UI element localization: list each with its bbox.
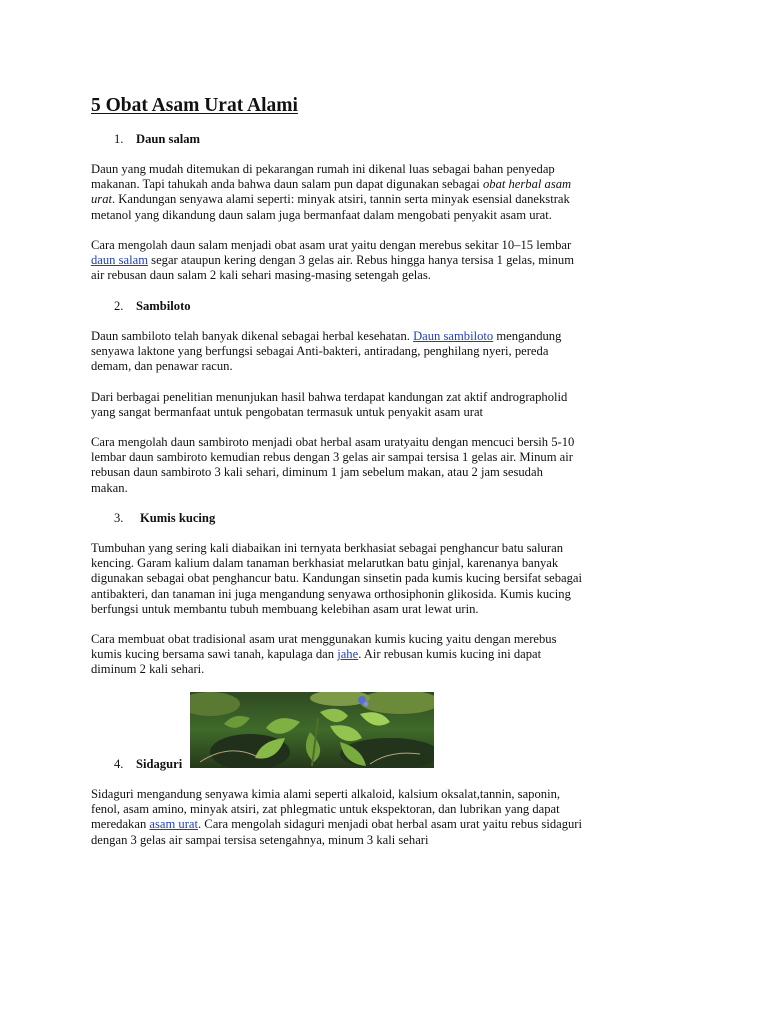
- paragraph: Cara membuat obat tradisional asam urat menggunakan kumis kucing yaitu dengan merebus kumis kucing bersama sawi tanah, kapulaga dan jahe. Air rebusan kumis kucing ini dapat diminum 2 kali sehari.: [91, 632, 557, 677]
- paragraph: Tumbuhan yang sering kali diabaikan ini ternyata berkhasiat sebagai penghancur batu saluran kencing. Garam kalium dalam tanaman berkhasiat melarutkan batu ginjal, karenanya banyak digunakan sebagai obat penghancur batu. Kandungan sinsetin pada kumis kucing bersifat sebagai antibakteri, dan tanaman ini juga mengandung senyawa orthosiphonin glikosida. Kumis kucing berfungsi untuk membantu tubuh membuang kelebihan asam urat lewat urin.: [91, 541, 583, 616]
- plant-photo: [190, 692, 434, 768]
- link-daun-salam[interactable]: daun salam: [91, 253, 149, 268]
- link-daun-sambiloto[interactable]: Daun sambiloto: [413, 329, 494, 343]
- list-item-heading: [114, 132, 200, 147]
- link-jahe[interactable]: jahe: [337, 647, 359, 662]
- list-item-title: Kumis kucing: [140, 511, 216, 525]
- list-item-number: 1.: [114, 132, 124, 146]
- paragraph: Cara mengolah daun salam menjadi obat asam urat yaitu dengan merebus sekitar 10–15 lembar daun salam segar ataupun kering dengan 3 gelas air. Rebus hingga hanya tersisa 1 gelas, minum air rebusan daun salam 2 kali sehari masing-masing setengah gelas.: [91, 238, 574, 283]
- list-item-heading: [114, 511, 215, 526]
- document-title: 5 Obat Asam Urat Alami: [91, 95, 298, 116]
- paragraph: Cara mengolah daun sambiroto menjadi obat herbal asam uratyaitu dengan mencuci bersih 5-10 lembar daun sambiroto kemudian rebus dengan 3 gelas air sampai tersisa 1 gelas air. Minum air rebusan daun sambiroto 3 kali sehari, diminum 1 jam sebelum makan, atau 2 jam sesudah makan.: [91, 435, 575, 495]
- list-item-heading: [114, 299, 191, 314]
- paragraph: Daun yang mudah ditemukan di pekarangan rumah ini dikenal luas sebagai bahan penyedap makanan. Tapi tahukah anda bahwa daun salam pun dapat digunakan sebagai obat herbal asam urat. Kandungan senyawa alami seperti: minyak atsiri, tannin serta minyak esensial danekstrak metanol yang dikandung daun salam juga bermanfaat dalam mengobati penyakit asam urat.: [91, 162, 572, 222]
- list-item-title: Sambiloto: [136, 299, 191, 313]
- paragraph: Sidaguri mengandung senyawa kimia alami seperti alkaloid, kalsium oksalat,tannin, saponin, fenol, asam amino, minyak atsiri, zat phlegmatic untuk ekspektoran, dan lubrikan yang dapat meredakan asam urat. Cara mengolah sidaguri menjadi obat herbal asam urat yaitu rebus sidaguri dengan 3 gelas air sampai tersisa setengahnya, minum 3 kali sehari: [91, 787, 582, 847]
- paragraph: Dari berbagai penelitian menunjukan hasil bahwa terdapat kandungan zat aktif andrographolid yang sangat bermanfaat untuk pengobatan termasuk untuk penyakit asam urat: [91, 390, 568, 420]
- list-item-number: 2.: [114, 299, 124, 313]
- list-item-title: Sidaguri: [136, 757, 183, 771]
- list-item-number: 4.: [114, 757, 124, 771]
- paragraph: Daun sambiloto telah banyak dikenal sebagai herbal kesehatan. Daun sambiloto mengandung senyawa laktone yang berfungsi sebagai Anti-bakteri, antiradang, penghilang nyeri, pereda demam, dan penawar racun.: [91, 329, 562, 374]
- list-item-number: 3.: [114, 511, 124, 525]
- plant-photo-image: [190, 692, 434, 768]
- list-item-title: Daun salam: [136, 132, 201, 146]
- list-item-heading: [114, 757, 182, 772]
- link-asam-urat[interactable]: asam urat: [149, 817, 198, 832]
